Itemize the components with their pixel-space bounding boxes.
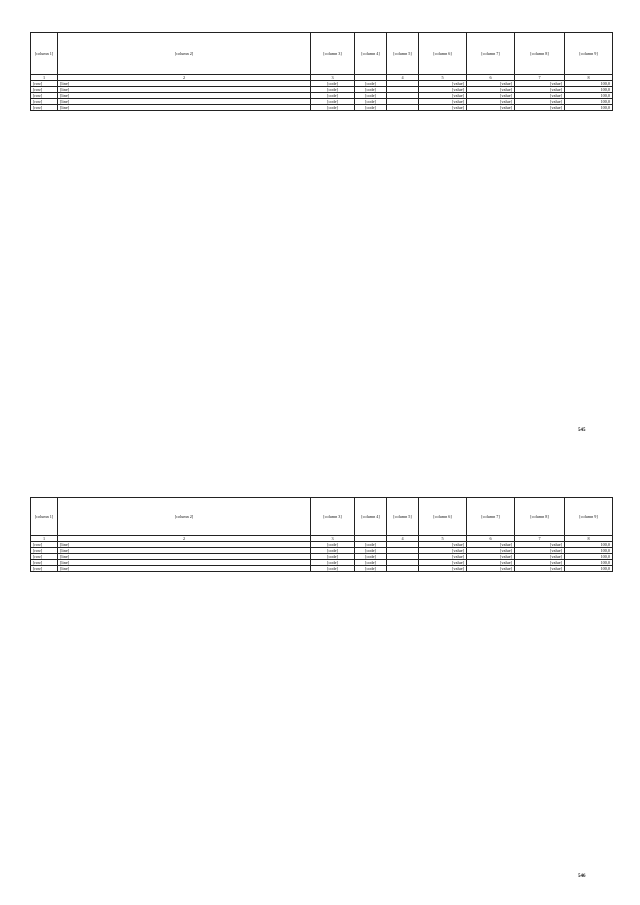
- row-executed: [value]: [515, 105, 565, 111]
- row-approved: [value]: [419, 93, 467, 99]
- col-num: 5: [419, 536, 467, 542]
- row-approved: [value]: [419, 542, 467, 548]
- row-percent: 100,0: [565, 554, 613, 560]
- row-name: [line]: [58, 87, 311, 93]
- col-name: [column 2]: [58, 33, 311, 75]
- col-percent: [column 9]: [565, 498, 613, 536]
- row-expense-type: [code]: [355, 105, 387, 111]
- row-name: [line]: [58, 554, 311, 560]
- col-num: 1: [31, 536, 58, 542]
- row-executed: [value]: [515, 566, 565, 572]
- col-num: 4: [387, 536, 419, 542]
- row-percent: 100,0: [565, 81, 613, 87]
- row-name: [line]: [58, 105, 311, 111]
- row-target-item: [code]: [311, 560, 355, 566]
- row-executed: [value]: [515, 548, 565, 554]
- row-percent: 100,0: [565, 105, 613, 111]
- row-target-item: [code]: [311, 81, 355, 87]
- row-target-item: [code]: [311, 566, 355, 572]
- row-id: [row]: [31, 81, 58, 87]
- row-name: [line]: [58, 542, 311, 548]
- col-num: 5: [419, 75, 467, 81]
- page-545: [0, 0, 640, 450]
- col-num: 2: [58, 536, 311, 542]
- col-num: 8: [565, 75, 613, 81]
- row-name: [line]: [58, 548, 311, 554]
- col-name: [column 2]: [58, 498, 311, 536]
- page-number: 545: [578, 428, 586, 433]
- table-row: [31, 566, 613, 572]
- row-expense-type: [code]: [355, 99, 387, 105]
- row-target-item: [code]: [311, 542, 355, 548]
- row-budget-list: [value]: [467, 548, 515, 554]
- col-expense-type: [column 4]: [355, 498, 387, 536]
- row-id: [row]: [31, 105, 58, 111]
- row-id: [row]: [31, 93, 58, 99]
- row-percent: 100,0: [565, 560, 613, 566]
- row-budget-list: [value]: [467, 99, 515, 105]
- row-percent: 100,0: [565, 548, 613, 554]
- row-executed: [value]: [515, 560, 565, 566]
- col-approved: [column 6]: [419, 498, 467, 536]
- col-subsection: [column 5]: [387, 33, 419, 75]
- row-percent: 100,0: [565, 87, 613, 93]
- row-percent: 100,0: [565, 93, 613, 99]
- row-budget-list: [value]: [467, 560, 515, 566]
- row-id: [row]: [31, 99, 58, 105]
- col-target-item: [column 3]: [311, 498, 355, 536]
- row-approved: [value]: [419, 554, 467, 560]
- page-number: 546: [578, 874, 586, 879]
- col-executed: [column 8]: [515, 498, 565, 536]
- col-row-no: [column 1]: [31, 498, 58, 536]
- row-name: [line]: [58, 560, 311, 566]
- row-percent: 100,0: [565, 566, 613, 572]
- col-num: 6: [467, 536, 515, 542]
- row-expense-type: [code]: [355, 554, 387, 560]
- col-approved: [column 6]: [419, 33, 467, 75]
- col-executed: [column 8]: [515, 33, 565, 75]
- row-executed: [value]: [515, 87, 565, 93]
- col-num: 4: [387, 75, 419, 81]
- col-budget-list: [column 7]: [467, 498, 515, 536]
- row-approved: [value]: [419, 566, 467, 572]
- row-executed: [value]: [515, 99, 565, 105]
- row-executed: [value]: [515, 93, 565, 99]
- row-name: [line]: [58, 99, 311, 105]
- col-num: 7: [515, 75, 565, 81]
- row-target-item: [code]: [311, 105, 355, 111]
- row-id: [row]: [31, 548, 58, 554]
- row-target-item: [code]: [311, 99, 355, 105]
- row-expense-type: [code]: [355, 548, 387, 554]
- table-row: [31, 105, 613, 111]
- row-budget-list: [value]: [467, 542, 515, 548]
- row-id: [row]: [31, 566, 58, 572]
- col-num: 3: [311, 75, 355, 81]
- row-expense-type: [code]: [355, 81, 387, 87]
- row-target-item: [code]: [311, 554, 355, 560]
- row-budget-list: [value]: [467, 554, 515, 560]
- row-budget-list: [value]: [467, 93, 515, 99]
- row-target-item: [code]: [311, 87, 355, 93]
- row-percent: 100,0: [565, 99, 613, 105]
- row-subsection: [387, 105, 419, 111]
- row-expense-type: [code]: [355, 93, 387, 99]
- col-target-item: [column 3]: [311, 33, 355, 75]
- col-expense-type: [column 4]: [355, 33, 387, 75]
- row-id: [row]: [31, 542, 58, 548]
- col-num: 7: [515, 536, 565, 542]
- row-subsection: [387, 566, 419, 572]
- row-name: [line]: [58, 81, 311, 87]
- row-expense-type: [code]: [355, 566, 387, 572]
- row-approved: [value]: [419, 99, 467, 105]
- table-header: [31, 33, 613, 75]
- row-id: [row]: [31, 560, 58, 566]
- row-target-item: [code]: [311, 548, 355, 554]
- row-expense-type: [code]: [355, 87, 387, 93]
- row-approved: [value]: [419, 560, 467, 566]
- row-percent: 100,0: [565, 542, 613, 548]
- row-executed: [value]: [515, 554, 565, 560]
- row-name: [line]: [58, 93, 311, 99]
- col-num: 6: [467, 75, 515, 81]
- row-executed: [value]: [515, 81, 565, 87]
- col-num: 3: [311, 536, 355, 542]
- col-percent: [column 9]: [565, 33, 613, 75]
- row-target-item: [code]: [311, 93, 355, 99]
- row-expense-type: [code]: [355, 542, 387, 548]
- col-subsection: [column 5]: [387, 498, 419, 536]
- row-executed: [value]: [515, 542, 565, 548]
- row-approved: [value]: [419, 81, 467, 87]
- budget-table-page-545: [30, 32, 613, 111]
- row-approved: [value]: [419, 87, 467, 93]
- col-num: 8: [565, 536, 613, 542]
- col-row-no: [column 1]: [31, 33, 58, 75]
- row-budget-list: [value]: [467, 81, 515, 87]
- table-header: [31, 498, 613, 536]
- row-name: [line]: [58, 566, 311, 572]
- row-budget-list: [value]: [467, 87, 515, 93]
- row-id: [row]: [31, 554, 58, 560]
- col-num: 2: [58, 75, 311, 81]
- col-budget-list: [column 7]: [467, 33, 515, 75]
- row-expense-type: [code]: [355, 560, 387, 566]
- row-id: [row]: [31, 87, 58, 93]
- budget-table-page-546: [30, 497, 613, 572]
- page-546: [0, 452, 640, 905]
- row-approved: [value]: [419, 105, 467, 111]
- row-approved: [value]: [419, 548, 467, 554]
- row-budget-list: [value]: [467, 105, 515, 111]
- row-budget-list: [value]: [467, 566, 515, 572]
- col-num: 1: [31, 75, 58, 81]
